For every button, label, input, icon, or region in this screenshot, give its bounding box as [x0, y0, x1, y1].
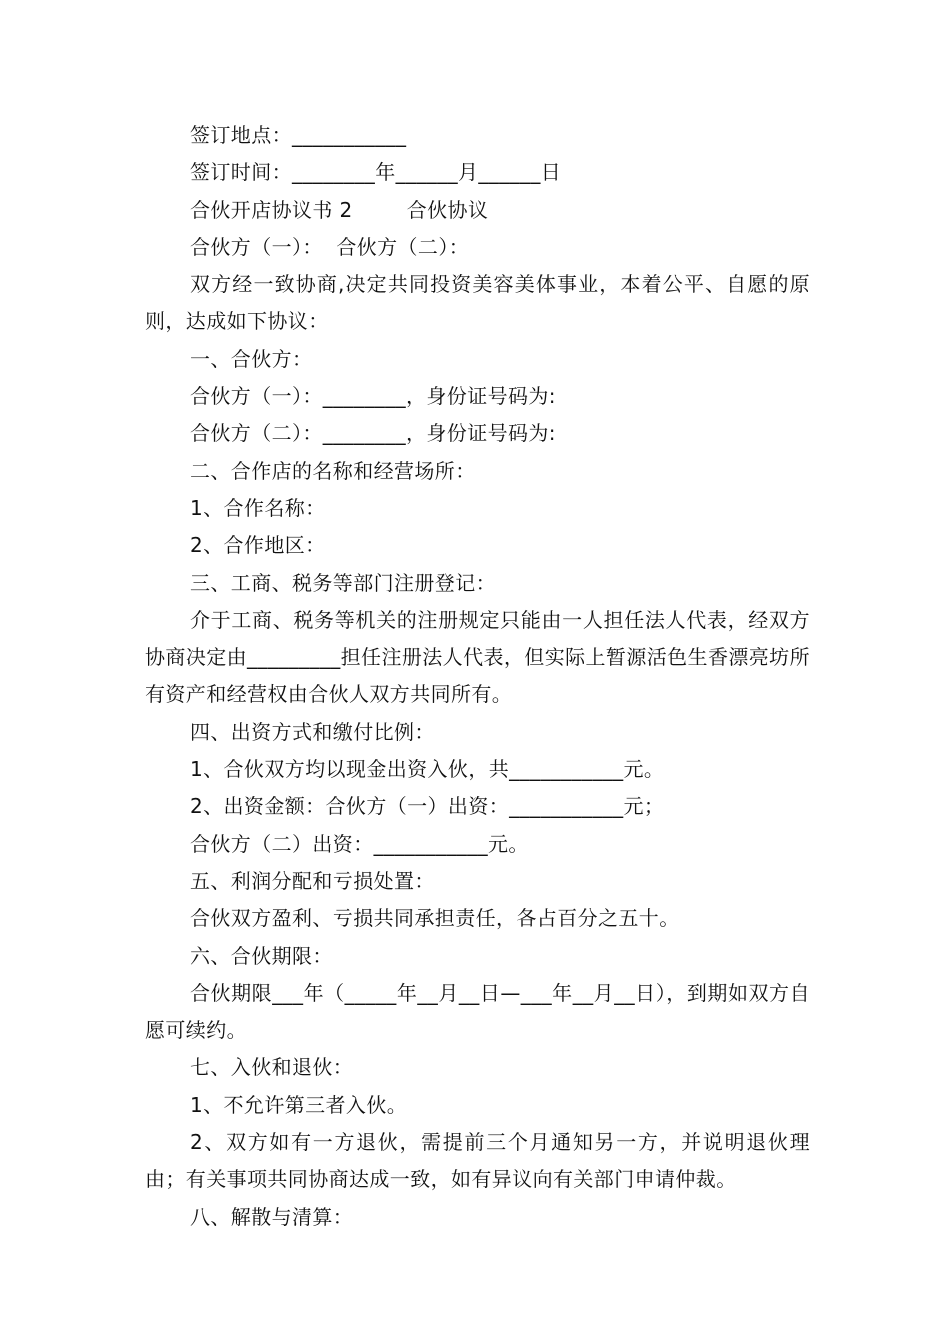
section-5-heading: 五、利润分配和亏损处置：: [190, 868, 435, 893]
section-4-heading: 四、出资方式和缴付比例：: [190, 719, 435, 744]
section-8-heading: 八、解散与清算：: [190, 1204, 354, 1229]
signing-place-line: 签订地点：___________: [190, 123, 407, 147]
party-two-line: 合伙方（二）：________，身份证号码为:: [190, 421, 556, 446]
store-area-line: 2、合作地区：: [190, 533, 326, 558]
signing-date-line: 签订时间：________年______月______日: [190, 160, 562, 185]
no-third-party-line: 1、不允许第三者入伙。: [190, 1092, 408, 1117]
section-7-heading: 七、入伙和退伙：: [190, 1055, 354, 1080]
store-name-line: 1、合作名称：: [190, 495, 326, 520]
section-2-heading: 二、合作店的名称和经营场所：: [190, 458, 476, 483]
capital-party-two-line: 合伙方（二）出资：___________元。: [190, 831, 529, 856]
document-body: [145, 117, 810, 1236]
section-3-heading: 三、工商、税务等部门注册登记：: [190, 570, 496, 595]
parties-line: 合伙方（一）： 合伙方（二）：: [190, 234, 470, 259]
capital-total-line: 1、合伙双方均以现金出资入伙，共___________元。: [190, 757, 665, 782]
withdrawal-paragraph: 2、双方如有一方退伙，需提前三个月通知另一方，并说明退伙理由；有关事项共同协商达成一致，如有异议向有关部门申请仲裁。: [145, 1130, 810, 1192]
agreement-title-line: 合伙开店协议书 2 合伙协议: [190, 197, 489, 222]
registration-paragraph: 介于工商、税务等机关的注册规定只能由一人担任法人代表，经双方协商决定由_________担任注册法人代表，但实际上暂源活色生香漂亮坊所有资产和经营权由合伙人双方共同所有。: [145, 607, 810, 707]
term-paragraph: 合伙期限___年（_____年__月__日—___年__月__日），到期如双方自愿可续约。: [145, 980, 810, 1043]
preamble-paragraph: 双方经一致协商,决定共同投资美容美体事业，本着公平、自愿的原则，达成如下协议：: [145, 272, 810, 334]
profit-sharing-line: 合伙双方盈利、亏损共同承担责任，各占百分之五十。: [190, 906, 680, 931]
capital-party-one-line: 2、出资金额：合伙方（一）出资：___________元；: [190, 794, 665, 819]
party-one-line: 合伙方（一）：________，身份证号码为:: [190, 384, 556, 409]
section-6-heading: 六、合伙期限：: [190, 943, 333, 968]
section-1-heading: 一、合伙方：: [190, 346, 313, 371]
